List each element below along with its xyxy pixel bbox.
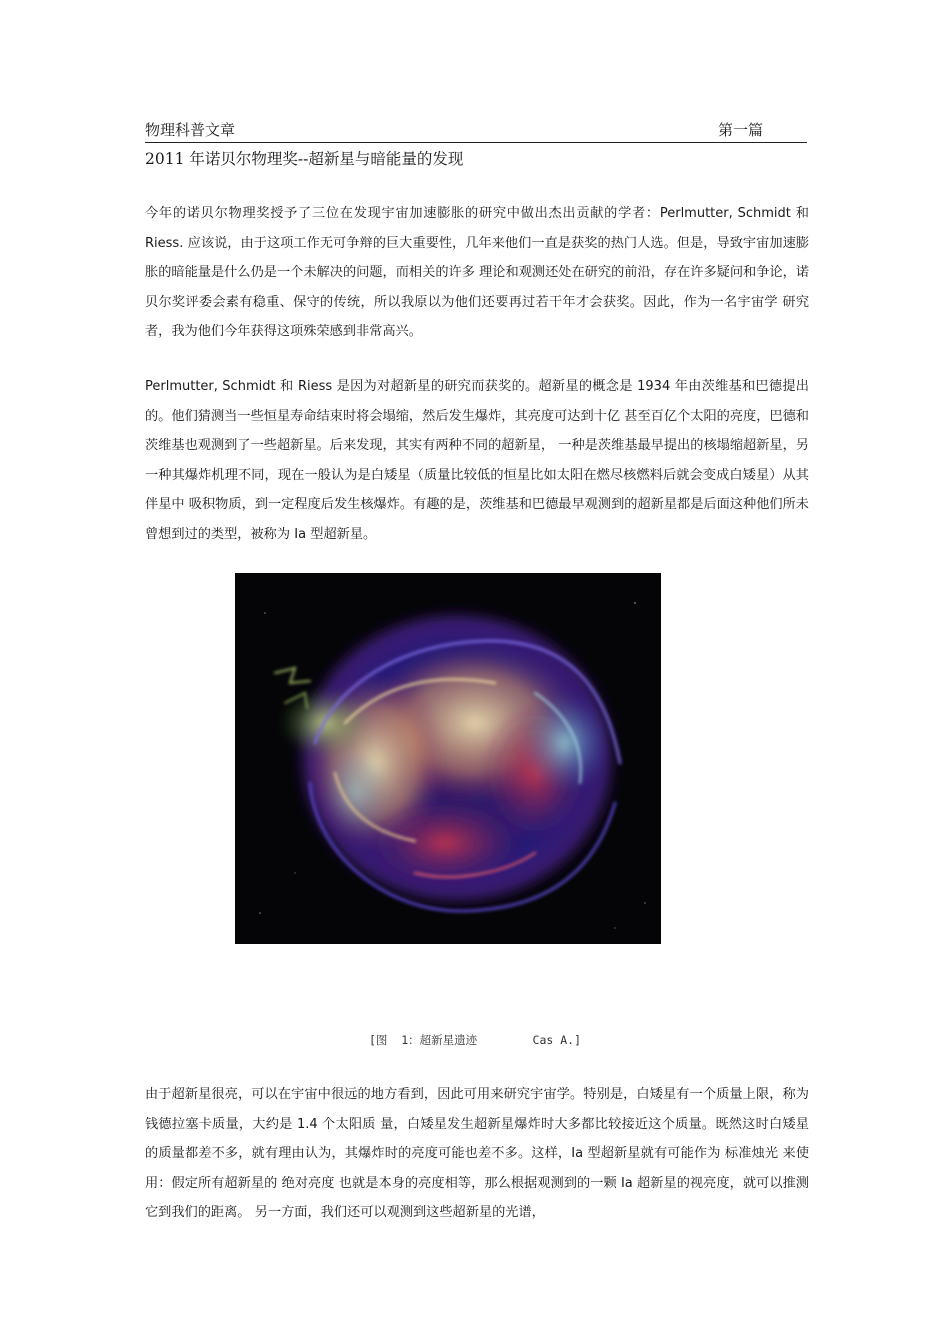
laureate-name: Riess [145,235,180,251]
text-run: 是因为对超新星的研究而获奖的。超新星的概念是 [332,379,638,394]
supernova-type: Ia [294,526,307,542]
chandrasekhar-mass-value: 1.4 [296,1116,318,1132]
laureate-name: Riess [297,379,333,394]
year-value: 1934 [637,379,671,394]
supernova-remnant-image [235,573,661,944]
text-run: 今年的诺贝尔物理奖授予了三位在发现宇宙加速膨胀的研究中做出杰出贡献的学者： [145,206,660,221]
text-run: . 应该说，由于这项工作无可争辩的巨大重要性，几年来他们一直是获奖的热门人选。但是，导致宇宙加速膨胀的暗能量是什么仍是一个未解决的问题，而相关的许多 理论和观测还处在研究的前沿，存在许多疑问和争论，诺贝尔奖评委会素有稳重、保守的传统，所以我原以为他们还要再过若干年才会获奖。因此，作为一名宇宙学 研究者，我为他们今年获得这项殊荣感到非常高兴。 [145,235,809,339]
text-run: 个太阳质 量，白矮星发生超新星爆炸时大多都比较接近这个质量。既然这时白矮星的质量都差不多，就有理由认为，其爆炸时的亮度可能也差不多。这样， [145,1116,809,1161]
laureate-names: Perlmutter, Schmidt [659,206,791,221]
laureate-names: Perlmutter, Schmidt [145,379,276,394]
text-run: 年由茨维基和巴德提出的。他们猜测当一些恒星寿命结束时将会塌缩，然后发生爆炸，其亮度可达到十亿 甚至百亿个太阳的亮度，巴德和茨维基也观测到了一些超新星。后来发现，其实有两种不同的超新星， 一种是茨维基最早提出的核塌缩超新星，另一种其爆炸机理不同，现在一般认为是白矮星（质量比较低的恒星比如太阳在燃尽核燃料后就会变成白矮星）从其伴星中 吸积物质，到一定程度后发生核爆炸。有趣的是，茨维基和巴德最早观测到的超新星都是后面这种他们所未曾想到过的类型，被称为 [145,379,809,542]
paragraph-standard-candle [145,1080,809,1228]
text-run: 型超新星就有可能作为 标准烛光 来使用：假定所有超新星的 绝对亮度 也就是本身的亮度相等，那么根据观测到的一颗 [145,1146,810,1191]
text-run: 由于超新星很亮，可以在宇宙中很远的地方看到，因此可用来研究宇宙学。特别是，白矮星有一个质量上限，称为钱德拉塞卡质量，大约是 [145,1087,809,1132]
text-run: 和 [275,379,298,394]
page-header [145,116,807,143]
text-run: 和 [790,206,809,221]
figure-caption: [图 1：超新星遗迹 Cas A.] [368,1033,582,1047]
text-run: 型超新星。 [306,526,377,542]
supernova-type: Ia [571,1146,584,1161]
text-run: 超新星的视亮度，就可以推测它到我们的距离。 另一方面，我们还可以观测到这些超新星的光谱， [145,1175,809,1220]
paragraph-intro [145,199,809,347]
paragraph-supernova-history [145,372,809,549]
header-article-number: 第一篇 [717,121,763,139]
header-category: 物理科普文章 [145,121,236,139]
supernova-type: Ia [620,1175,633,1191]
article-title: 2011 年诺贝尔物理奖--超新星与暗能量的发现 [145,150,464,168]
